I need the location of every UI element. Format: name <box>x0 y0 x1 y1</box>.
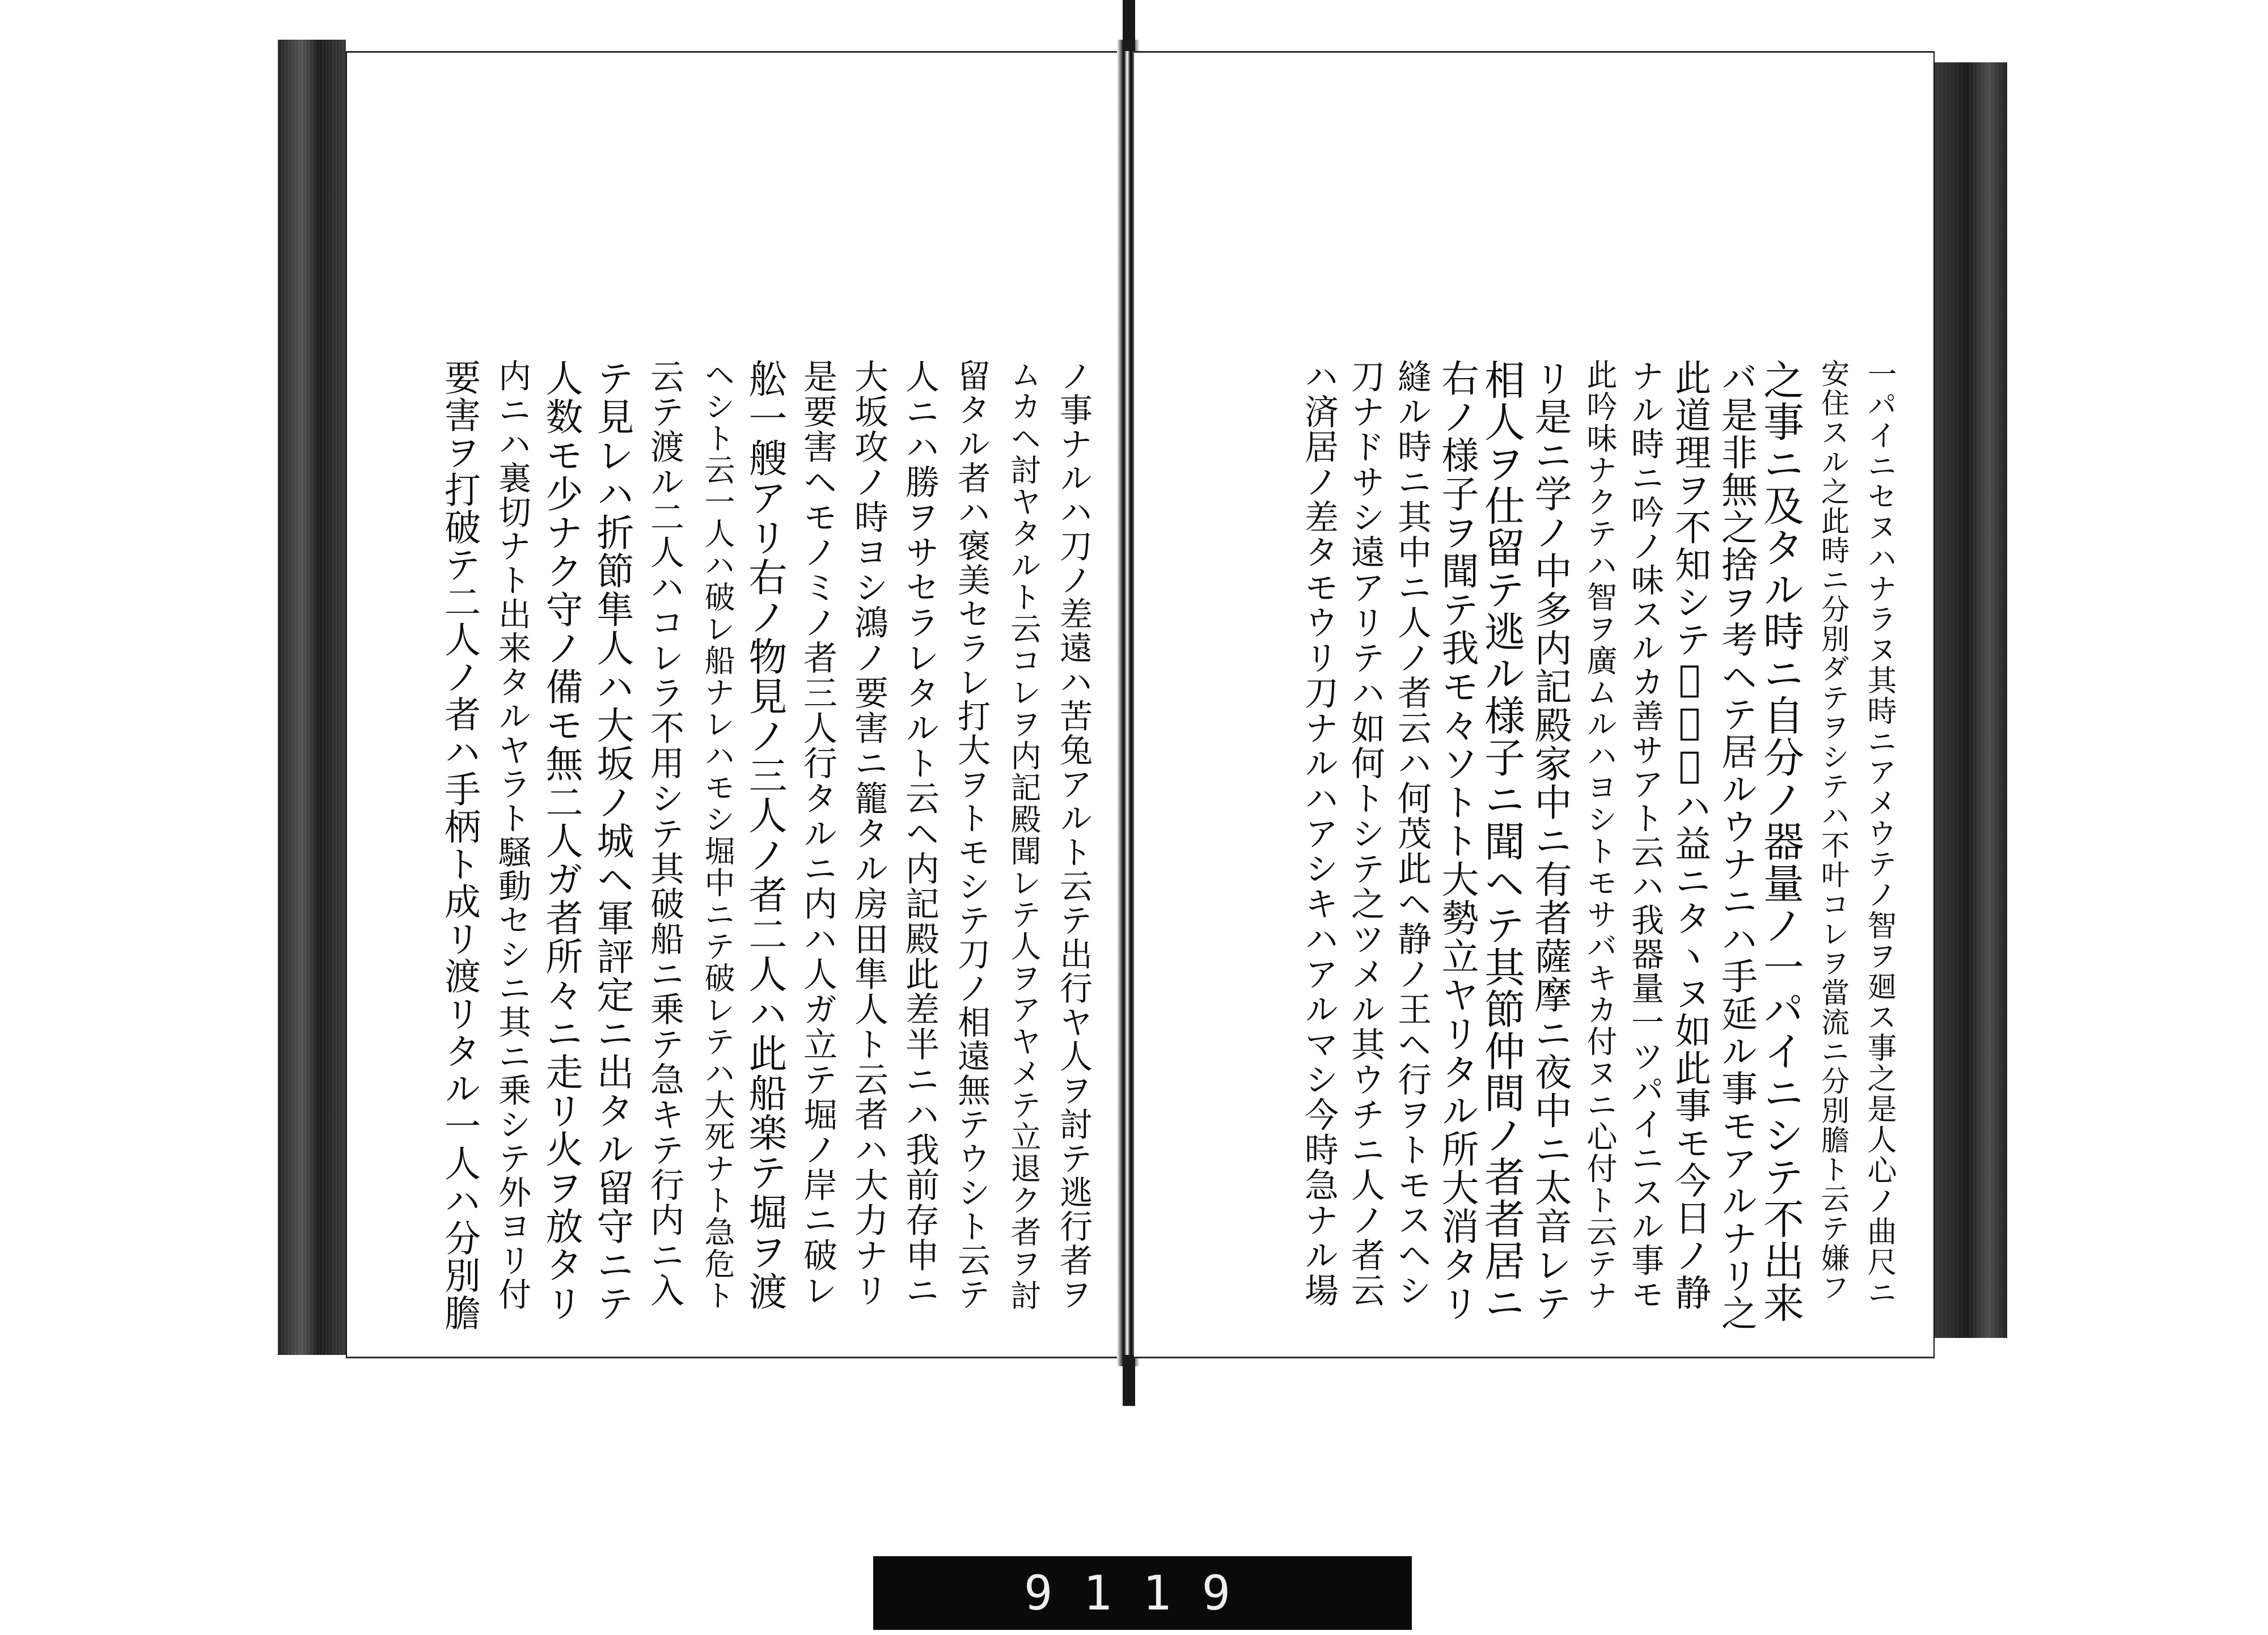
left-column: 舩一艘アリ右ノ物見ノ三人ノ者二人ハ此船楽テ堀ヲ渡 <box>742 359 787 1311</box>
right-cover-edge <box>1933 62 2007 1338</box>
right-column: 之事ニ及タル時ニ自分ノ器量ノ一パイニシテ不出来 <box>1757 359 1804 1324</box>
left-column: 留タル者ハ褒美セラレ打大ヲトモシテ刀ノ相遠無テウシト云テ <box>952 359 991 1311</box>
right-column: 縫ル時ニ其中ニ人ノ者云ハ何茂此ヘ静ノ王ヘ行ヲトモスヘシ <box>1392 359 1432 1308</box>
left-column: 内ニハ裏切ナト出来タルヤラト騒動セシニ其ニ乗シテ外ヨリ付 <box>493 359 531 1311</box>
left-column: ヘシト云一人ハ破レ船ナレハモシ堀中ニテ破レテハ大死ナト急危ト <box>700 359 735 1311</box>
left-column: ムカヘ討ヤタルト云コレヲ内記殿聞レテ人ヲアヤメテ立退ク者ヲ討 <box>1006 359 1042 1311</box>
archive-number: 9119 <box>1023 1565 1262 1621</box>
left-column: 人数モ少ナク守ノ備モ無二人ガ者所々ニ走リ火ヲ放タリ <box>539 359 583 1323</box>
binding-thread-top <box>1123 0 1135 51</box>
right-column: 刀ナドサシ遠アリテハ如何トシテ之ツメル其ウチニ人ノ者云 <box>1345 359 1385 1308</box>
book-spread <box>272 40 2007 1366</box>
left-column: ノ事ナルハ刀ノ差遠ハ苦兔アルト云テ出行ヤ人ヲ討テ逃行者ヲ <box>1054 359 1093 1311</box>
right-column: 相人ヲ仕留テ逃ル様子ニ聞ヘテ其節仲間ノ者者居ニ <box>1478 359 1525 1324</box>
left-column: 云テ渡ル二人ハコレラ不用シテ其破船ニ乗テ急キテ行内ニ入 <box>645 359 684 1308</box>
archive-number-plate <box>873 1556 1412 1630</box>
right-page <box>1134 51 1935 1358</box>
left-column: 要害ヲ打破テ二人ノ者ハ手柄ト成リ渡リタル一人ハ分別膽 <box>438 359 480 1332</box>
left-column: 人ニハ勝ヲサセラレタルト云ヘ内記殿此差半ニハ我前存申ニ <box>900 359 940 1308</box>
left-column: 大坂攻ノ時ヨシ鴻ノ要害ニ籠タル房田隼人ト云者ハ大力ナリ <box>849 359 888 1308</box>
left-cover-edge <box>278 40 346 1355</box>
right-column: 右ノ様子ヲ聞テ我モ々ソトト大勢立ヤリタル所大消タリ <box>1435 359 1479 1323</box>
binding-thread-bottom <box>1123 1355 1135 1406</box>
right-column: 此道理ヲ不知シテ𬼀学問ハ益ニタヽヌ如此事モ今日ノ静 <box>1669 359 1711 1311</box>
left-column: テ見レハ折節隼人ハ大坂ノ城ヘ軍評定ニ出タル留守ニテ <box>590 359 634 1323</box>
left-page <box>346 51 1124 1358</box>
right-column: 一パイニセヌハナラヌ其時ニアメウテノ智ヲ廻ス事之是人心ノ曲尺ニ <box>1862 359 1896 1308</box>
right-column: ナル時ニ吟ノ味スルカ善サアト云ハ我器量一ツパイニスル事モ <box>1626 359 1664 1311</box>
left-column: 是要害ヘモノミノ者三人行タルニ内ハ人ガ立テ堀ノ岸ニ破レ <box>798 359 837 1308</box>
right-column: リ是ニ学ノ中多内記殿家中ニ有者薩摩ニ夜中ニ太音レテ <box>1528 359 1572 1323</box>
right-column: 此吟味ナクテハ智ヲ廣ムルハヨシトモサバキカ付ヌニ心付ト云テナ <box>1582 359 1618 1311</box>
right-column: ハ済居ノ差タモウリ刀ナルハアシキハアルマシ今時急ナル場 <box>1299 359 1339 1308</box>
right-column: バ是非無之捨ヲ考ヘテ居ルウナニハ手延ル事モアルナリ之 <box>1715 359 1757 1332</box>
right-column: 安住スル之此時ニ分別ダテヲシテハ不叶コレヲ當流ニ分別膽ト云テ嫌フ <box>1817 359 1850 1302</box>
